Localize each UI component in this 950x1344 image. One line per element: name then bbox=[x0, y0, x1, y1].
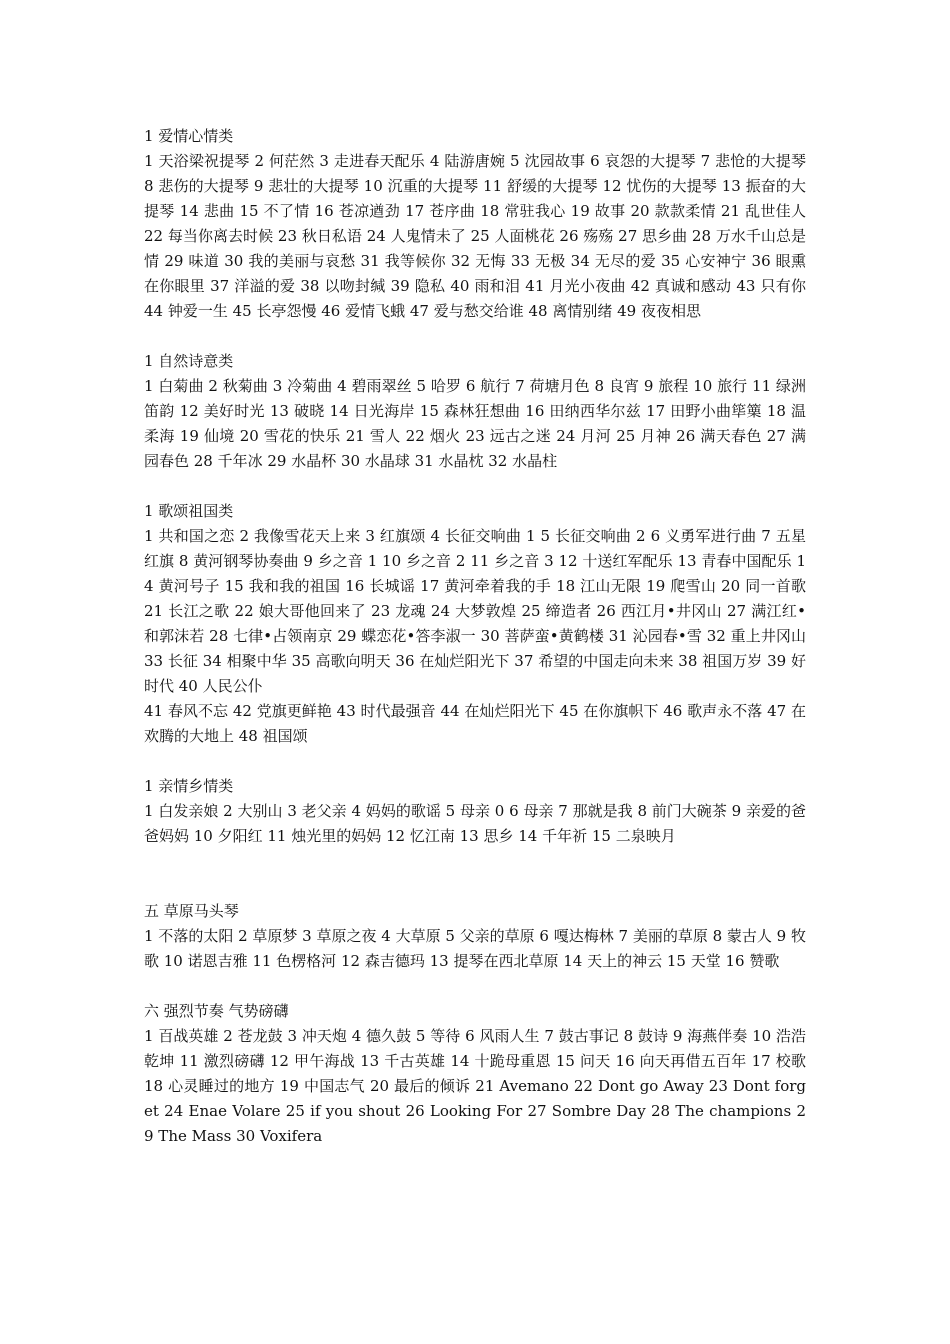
section-grassland bbox=[144, 899, 806, 974]
section-motherland bbox=[144, 499, 806, 749]
section-family bbox=[144, 774, 806, 849]
section-heading: 1 自然诗意类 bbox=[144, 352, 234, 370]
document-body bbox=[144, 124, 806, 1149]
song-list: 1 天浴梁祝提琴 2 何茫然 3 走进春天配乐 4 陆游唐婉 5 沈园故事 6 哀怨的大提琴 7 悲怆的大提琴 8 悲伤的大提琴 9 悲壮的大提琴 10 沉重的大提琴 11 舒缓的大提琴 12 忧伤的大提琴 13 振奋的大提琴 14 悲曲 15 不了情 16 苍凉遒劲 17 苍序曲 18 常驻我心 19 故事 20 款款柔情 21 乱世佳人 22 每当你离去时候 23 秋日私语 24 人鬼情未了 25 人面桃花 26 殇殇 27 思乡曲 28 万水千山总是情 29 味道 30 我的美丽与哀愁 31 我等候你 32 无悔 33 无极 34 无尽的爱 35 心安神宁 36 眼熏在你眼里 37 洋溢的爱 38 以吻封缄 39 隐私 40 雨和泪 41 月光小夜曲 42 真诚和感动 43 只有你 44 钟爱一生 45 长亭怨慢 46 爱情飞蛾 47 爱与愁交给谁 48 离情别绪 49 夜夜相思 bbox=[144, 152, 806, 320]
song-list: 1 不落的太阳 2 草原梦 3 草原之夜 4 大草原 5 父亲的草原 6 嘎达梅林 7 美丽的草原 8 蒙古人 9 牧歌 10 诺恩吉雅 11 色楞格河 12 森吉德玛 13 提琴在西北草原 14 天上的神云 15 天堂 16 赞歌 bbox=[144, 927, 806, 970]
section-nature bbox=[144, 349, 806, 474]
song-list: 1 共和国之恋 2 我像雪花天上来 3 红旗颂 4 长征交响曲 1 5 长征交响曲 2 6 义勇军进行曲 7 五星红旗 8 黄河钢琴协奏曲 9 乡之音 1 10 乡之音 2 11 乡之音 3 12 十送红军配乐 13 青春中国配乐 14 黄河号子 15 我和我的祖国 16 长城谣 17 黄河牵着我的手 18 江山无限 19 爬雪山 20 同一首歌 21 长江之歌 22 娘大哥他回来了 23 龙魂 24 大梦敦煌 25 缔造者 26 西江月•井冈山 27 满江红•和郭沫若 28 七律•占领南京 29 蝶恋花•答李淑一 30 菩萨蛮•黄鹤楼 31 沁园春•雪 32 重上井冈山 33 长征 34 相聚中华 35 高歌向明天 36 在灿烂阳光下 37 希望的中国走向未来 38 祖国万岁 39 好时代 40 人民公仆 bbox=[144, 527, 806, 695]
spacer bbox=[144, 474, 806, 499]
song-list-continued: 41 春风不忘 42 党旗更鲜艳 43 时代最强音 44 在灿烂阳光下 45 在你旗帜下 46 歌声永不落 47 在欢腾的大地上 48 祖国颂 bbox=[144, 702, 806, 745]
section-heading: 五 草原马头琴 bbox=[144, 902, 239, 920]
spacer bbox=[144, 749, 806, 774]
song-list: 1 百战英雄 2 苍龙鼓 3 冲天炮 4 德久鼓 5 等待 6 风雨人生 7 鼓古事记 8 鼓诗 9 海燕伴奏 10 浩浩乾坤 11 激烈磅礴 12 甲午海战 13 千古英雄 14 十跪母重恩 15 问天 16 向天再借五百年 17 校歌 18 心灵睡过的地方 19 中国志气 20 最后的倾诉 21 Avemano 22 Dont go Away 23 Dont forget 24 Enae Volare 25 if you shout 26 Looking For 27 Sombre Day 28 The champions 29 The Mass 30 Voxifera bbox=[144, 1027, 806, 1145]
section-heading: 六 强烈节奏 气势磅礴 bbox=[144, 1002, 289, 1020]
spacer bbox=[144, 324, 806, 349]
spacer bbox=[144, 849, 806, 899]
section-heading: 1 亲情乡情类 bbox=[144, 777, 234, 795]
section-love bbox=[144, 124, 806, 324]
spacer bbox=[144, 974, 806, 999]
song-list: 1 白发亲娘 2 大别山 3 老父亲 4 妈妈的歌谣 5 母亲 0 6 母亲 7 那就是我 8 前门大碗茶 9 亲爱的爸爸妈妈 10 夕阳红 11 烛光里的妈妈 12 忆江南 13 思乡 14 千年祈 15 二泉映月 bbox=[144, 802, 806, 845]
song-list: 1 白菊曲 2 秋菊曲 3 冷菊曲 4 碧雨翠丝 5 哈罗 6 航行 7 荷塘月色 8 良宵 9 旅程 10 旅行 11 绿洲笛韵 12 美好时光 13 破晓 14 日光海岸 15 森林狂想曲 16 田纳西华尔兹 17 田野小曲筚篥 18 温柔海 19 仙境 20 雪花的快乐 21 雪人 22 烟火 23 远古之迷 24 月河 25 月神 26 满天春色 27 满园春色 28 千年冰 29 水晶杯 30 水晶球 31 水晶枕 32 水晶柱 bbox=[144, 377, 806, 470]
section-heading: 1 爱情心情类 bbox=[144, 127, 234, 145]
section-powerful bbox=[144, 999, 806, 1149]
section-heading: 1 歌颂祖国类 bbox=[144, 502, 234, 520]
